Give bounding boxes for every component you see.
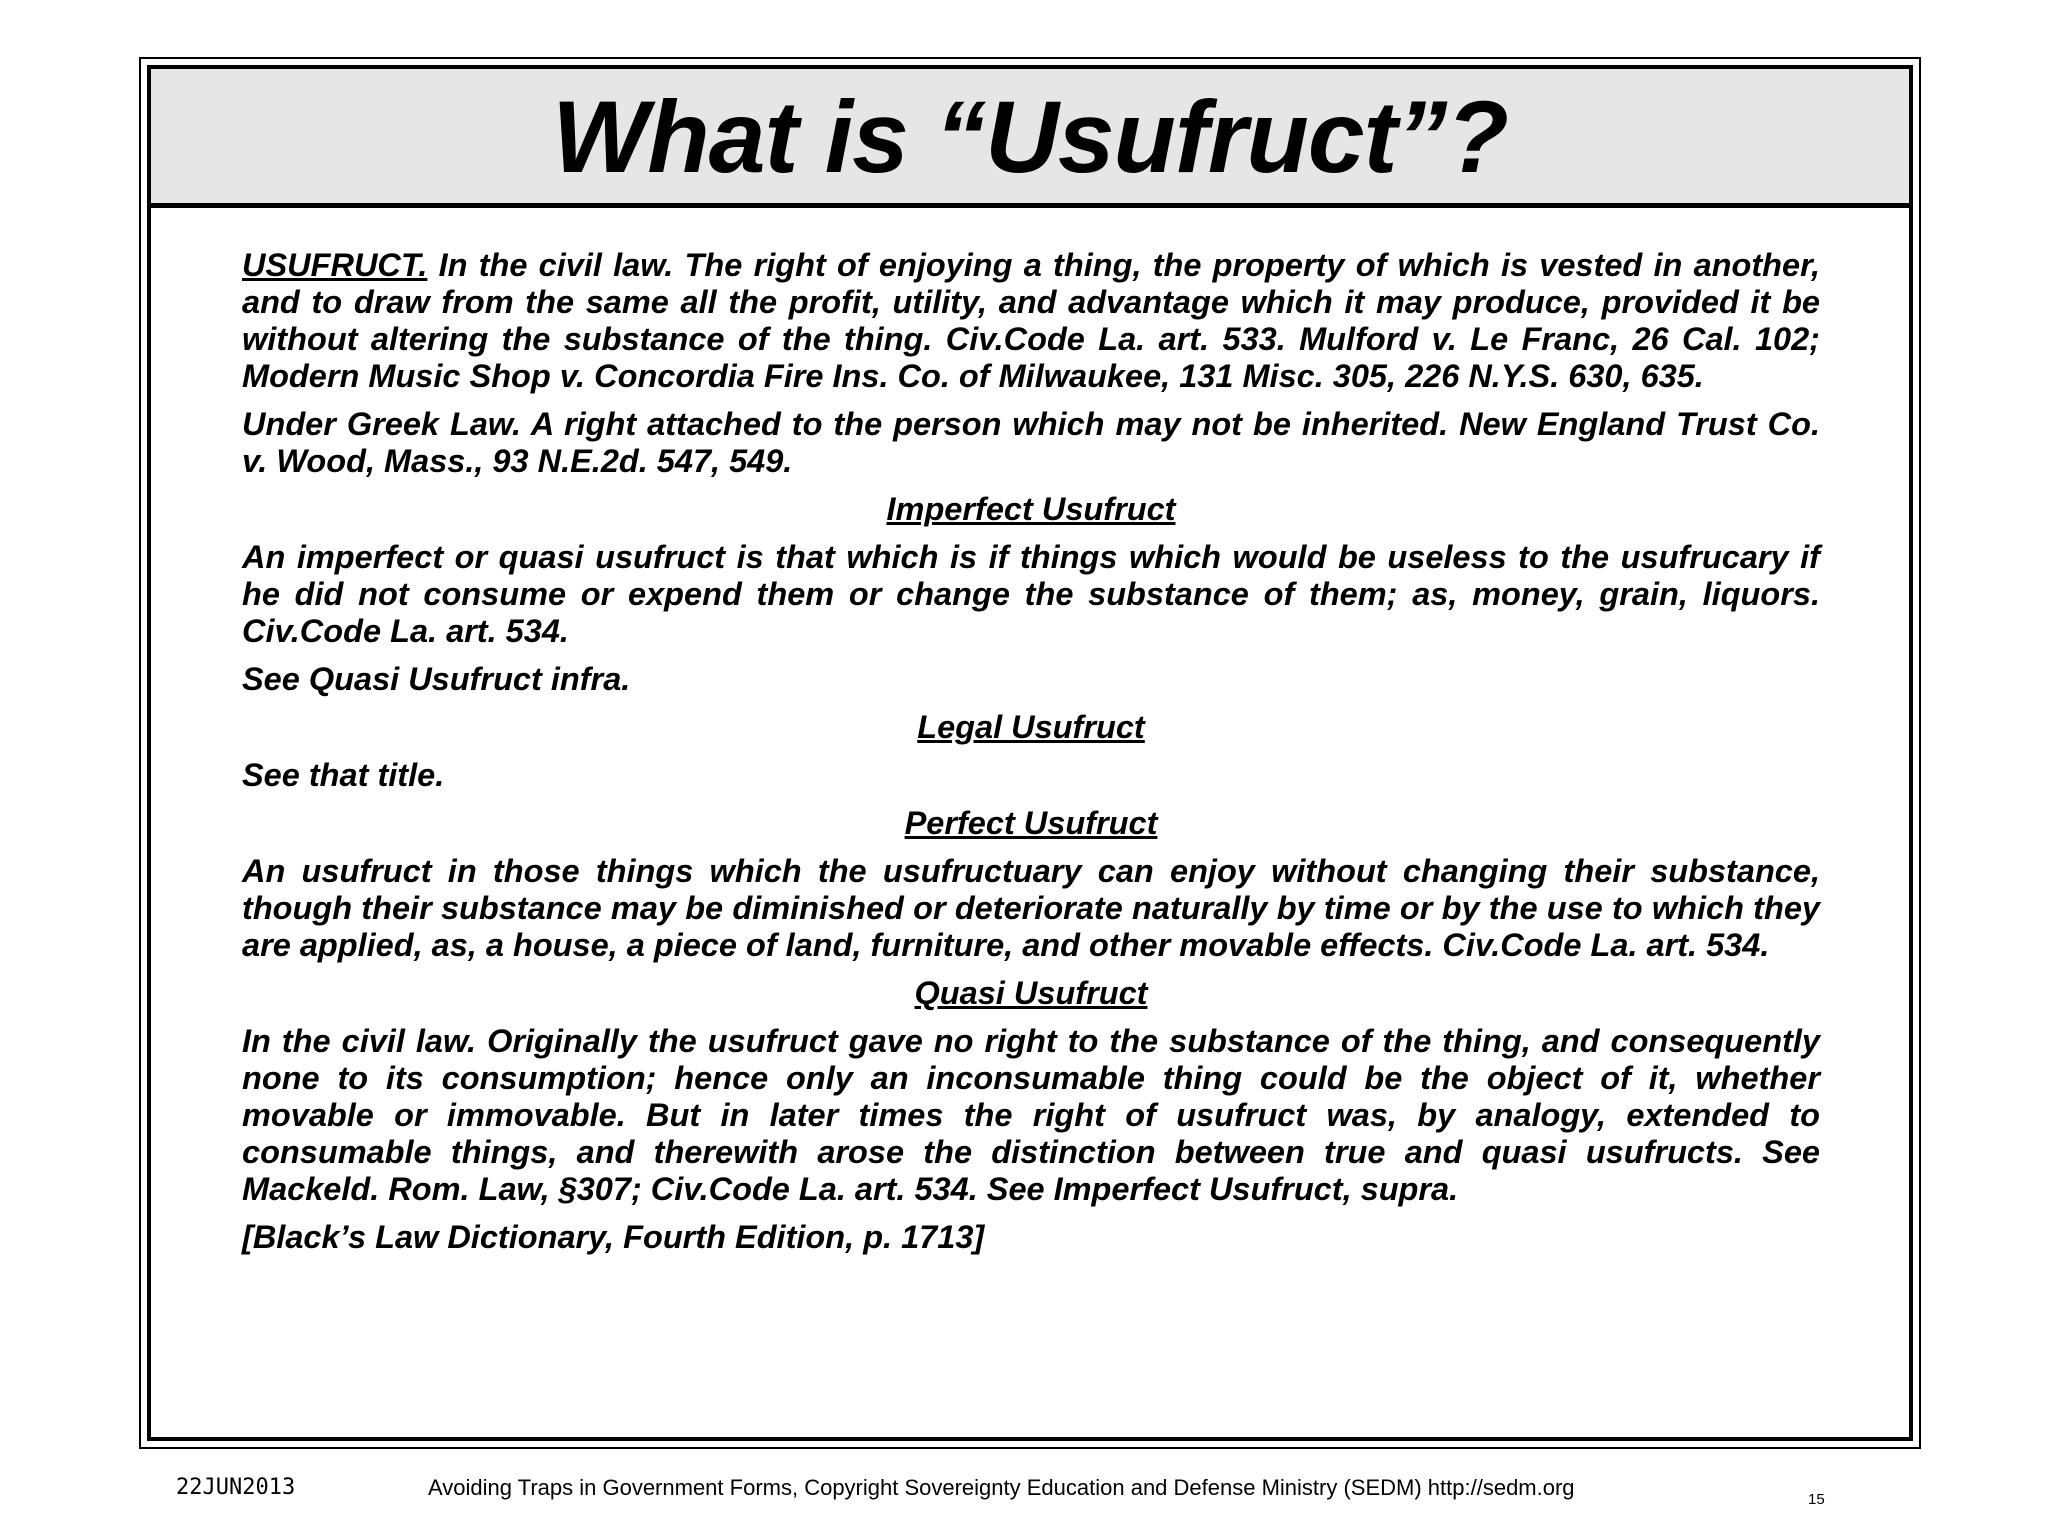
section-heading-quasi-usufruct: Quasi Usufruct [914,975,1148,1011]
definition-term: USUFRUCT. [242,247,428,283]
perfect-usufruct-paragraph: An usufruct in those things which the usufructuary can enjoy without changing their substance, though their substance may be diminished or deteriorate naturally by time or by the use to which they are applied, as, a house, a piece of land, furniture, and other movable effects. Civ.Code La. art. 534. [242,853,1820,963]
title-band [151,69,1909,208]
slide-title: What is “Usufruct”? [552,80,1508,194]
legal-usufruct-paragraph: See that title. [242,757,445,793]
footer-date: 22JUN2013 [176,1475,296,1500]
slide-content [242,247,1820,1267]
imperfect-usufruct-see-also: See Quasi Usufruct infra. [242,661,631,697]
imperfect-usufruct-paragraph: An imperfect or quasi usufruct is that which is if things which would be useless to the usufrucary if he did not consume or expend them or change the substance of them; as, money, grain, liquors. Civ.Code La. art. 534. [242,539,1820,649]
page-number: 15 [1808,1491,1825,1508]
slide-frame [147,65,1913,1441]
footer-copyright: Avoiding Traps in Government Forms, Copyright Sovereignty Education and Defense Ministry (SEDM) http://sedm.org [428,1475,1575,1500]
greek-law-paragraph: Under Greek Law. A right attached to the person which may not be inherited. New England Trust Co. v. Wood, Mass., 93 N.E.2d. 547, 549. [242,406,1820,479]
citation-source: [Black’s Law Dictionary, Fourth Edition, p. 1713] [242,1219,985,1255]
section-heading-perfect-usufruct: Perfect Usufruct [904,805,1158,841]
definition-paragraph [242,247,1820,395]
quasi-usufruct-paragraph: In the civil law. Originally the usufruct gave no right to the substance of the thing, and consequently none to its consumption; hence only an inconsumable thing could be the object of it, whether movable or immovable. But in later times the right of usufruct was, by analogy, extended to consumable things, and therewith arose the distinction between true and quasi usufructs. See Mackeld. Rom. Law, §307; Civ.Code La. art. 534. See Imperfect Usufruct, supra. [242,1023,1820,1207]
definition-text: In the civil law. The right of enjoying a thing, the property of which is vested in another, and to draw from the same all the profit, utility, and advantage which it may produce, provided it be without altering the substance of the thing. Civ.Code La. art. 533. Mulford v. Le Franc, 26 Cal. 102; Modern Music Shop v. Concordia Fire Ins. Co. of Milwaukee, 131 Misc. 305, 226 N.Y.S. 630, 635. [242,247,1820,394]
section-heading-legal-usufruct: Legal Usufruct [917,709,1145,745]
section-heading-imperfect-usufruct: Imperfect Usufruct [886,491,1176,527]
